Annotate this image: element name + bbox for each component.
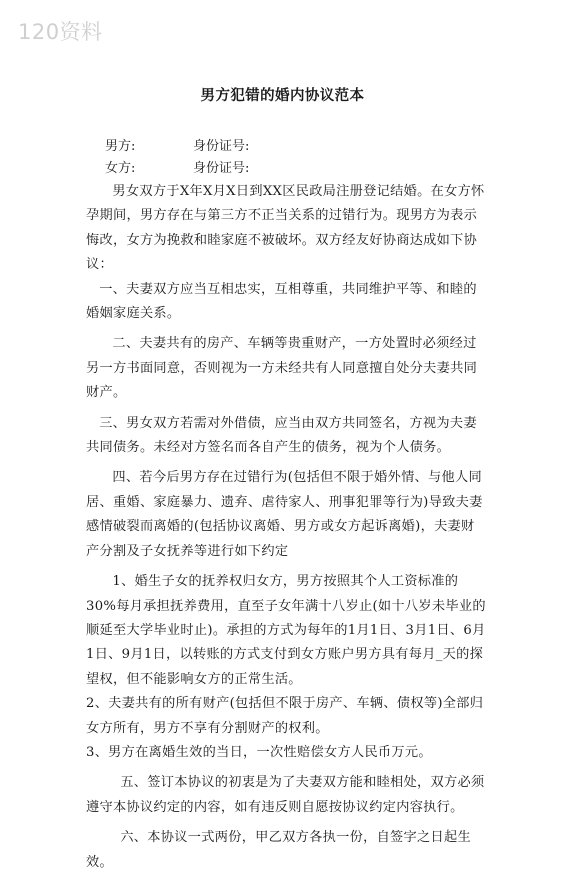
clause-3: 三、男女双方若需对外借债，应当由双方共同签名，方视为夫妻共同债务。未经对方签名而各自产生的债务，视为个人债务。 (86, 415, 477, 456)
clause-2: 二、夫妻共有的房产、车辆等贵重财产，一方处置时必须经过另一方书面同意，否则视为一方未经共有人同意擅自处分夫妻共同财产。 (86, 336, 478, 401)
clause-4-item-1: 1、婚生子女的抚养权归女方，男方按照其个人工资标准的30%每月承担抚养费用，直至子女年满十八岁止(如十八岁未毕业的顺延至大学毕业时止)。承担的方式为每年的1月1日、3月1日、6月1日、9月1日，以转账的方式支付到女方账户男方具有每月_天的探望权，但不能影响女方的正常生活。 (86, 574, 486, 687)
clause-5: 五、签订本协议的初衷是为了夫妻双方能和睦相处，双方必须遵守本协议约定的内容，如有违反则自愿按协议约定内容执行。 (86, 775, 485, 815)
party-male-row (105, 138, 249, 156)
clause-1: 一、夫妻双方应当互相忠实，互相尊重，共同维护平等、和睦的婚姻家庭关系。 (86, 281, 477, 322)
party-female-row (105, 160, 249, 178)
clause-4-item-2: 2、夫妻共有的所有财产(包括但不限于房产、车辆、债权等)全部归女方所有，男方不享有分割财产的权利。 (86, 696, 484, 736)
id-number-label: 身份证号: (193, 161, 250, 176)
id-number-label: 身份证号: (193, 139, 250, 154)
clause-6: 六、本协议一式两份，甲乙双方各执一份，自签字之日起生效。 (86, 830, 471, 870)
document-title: 男方犯错的婚内协议范本 (200, 88, 365, 104)
party-role-label: 男方: (105, 139, 136, 154)
clause-4-item-3: 3、男方在离婚生效的当日，一次性赔偿女方人民币万元。 (86, 744, 432, 760)
clause-4: 四、若今后男方存在过错行为(包括但不限于婚外情、与他人同居、重婚、家庭暴力、遗弃、虐待家人、刑事犯罪等行为)导致夫妻感情破裂而离婚的(包括协议离婚、男方或女方起诉离婚)，夫妻财产分割及子女抚养等进行如下约定 (86, 470, 483, 559)
party-role-label: 女方: (105, 161, 136, 176)
agreement-body (86, 180, 486, 875)
preamble-paragraph: 男女双方于X年X月X日到XX区民政局注册登记结婚。在女方怀孕期间，男方存在与第三方不正当关系的过错行为。现男方为表示悔改，女方为挽救和睦家庭不被破坏。双方经友好协商达成如下协议： (86, 184, 485, 273)
watermark: 120资料 (18, 20, 103, 44)
